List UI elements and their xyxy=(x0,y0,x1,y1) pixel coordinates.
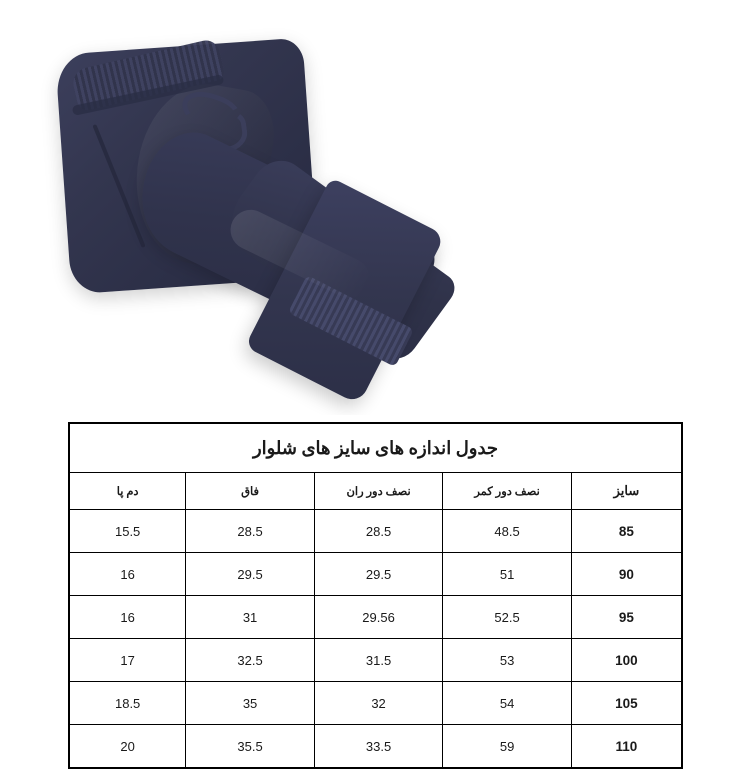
cell-size: 90 xyxy=(571,553,681,596)
cell-size: 105 xyxy=(571,682,681,725)
table-row xyxy=(70,596,682,639)
cell-leg-opening: 20 xyxy=(70,725,186,768)
table-row xyxy=(70,510,682,553)
table-row xyxy=(70,725,682,768)
cell-half-waist: 51 xyxy=(443,553,572,596)
cell-half-waist: 59 xyxy=(443,725,572,768)
cell-leg-opening: 16 xyxy=(70,596,186,639)
column-header-half-waist: نصف دور کمر xyxy=(443,473,572,510)
cell-rise: 28.5 xyxy=(186,510,315,553)
cell-half-thigh: 28.5 xyxy=(314,510,443,553)
cell-rise: 32.5 xyxy=(186,639,315,682)
column-header-leg-opening: دم پا xyxy=(70,473,186,510)
cell-half-thigh: 29.56 xyxy=(314,596,443,639)
table-header-row xyxy=(70,473,682,510)
size-chart-table xyxy=(69,423,682,768)
cell-leg-opening: 18.5 xyxy=(70,682,186,725)
column-header-rise: فاق xyxy=(186,473,315,510)
cell-rise: 35 xyxy=(186,682,315,725)
cell-half-thigh: 31.5 xyxy=(314,639,443,682)
cell-half-thigh: 32 xyxy=(314,682,443,725)
cell-half-thigh: 29.5 xyxy=(314,553,443,596)
size-chart-title: جدول اندازه های سایز های شلوار xyxy=(70,424,682,473)
cell-half-waist: 52.5 xyxy=(443,596,572,639)
cell-rise: 31 xyxy=(186,596,315,639)
navy-sweatpants-illustration xyxy=(55,28,455,408)
table-row xyxy=(70,553,682,596)
size-chart-container xyxy=(68,422,683,769)
cell-rise: 29.5 xyxy=(186,553,315,596)
column-header-half-thigh: نصف دور ران xyxy=(314,473,443,510)
cell-size: 85 xyxy=(571,510,681,553)
table-title-row xyxy=(70,424,682,473)
table-row xyxy=(70,639,682,682)
cell-leg-opening: 15.5 xyxy=(70,510,186,553)
cell-rise: 35.5 xyxy=(186,725,315,768)
cell-half-thigh: 33.5 xyxy=(314,725,443,768)
cell-half-waist: 53 xyxy=(443,639,572,682)
cell-size: 95 xyxy=(571,596,681,639)
table-row xyxy=(70,682,682,725)
cell-half-waist: 48.5 xyxy=(443,510,572,553)
cell-size: 110 xyxy=(571,725,681,768)
cell-leg-opening: 17 xyxy=(70,639,186,682)
cell-size: 100 xyxy=(571,639,681,682)
column-header-size: سایز xyxy=(571,473,681,510)
cell-leg-opening: 16 xyxy=(70,553,186,596)
cell-half-waist: 54 xyxy=(443,682,572,725)
